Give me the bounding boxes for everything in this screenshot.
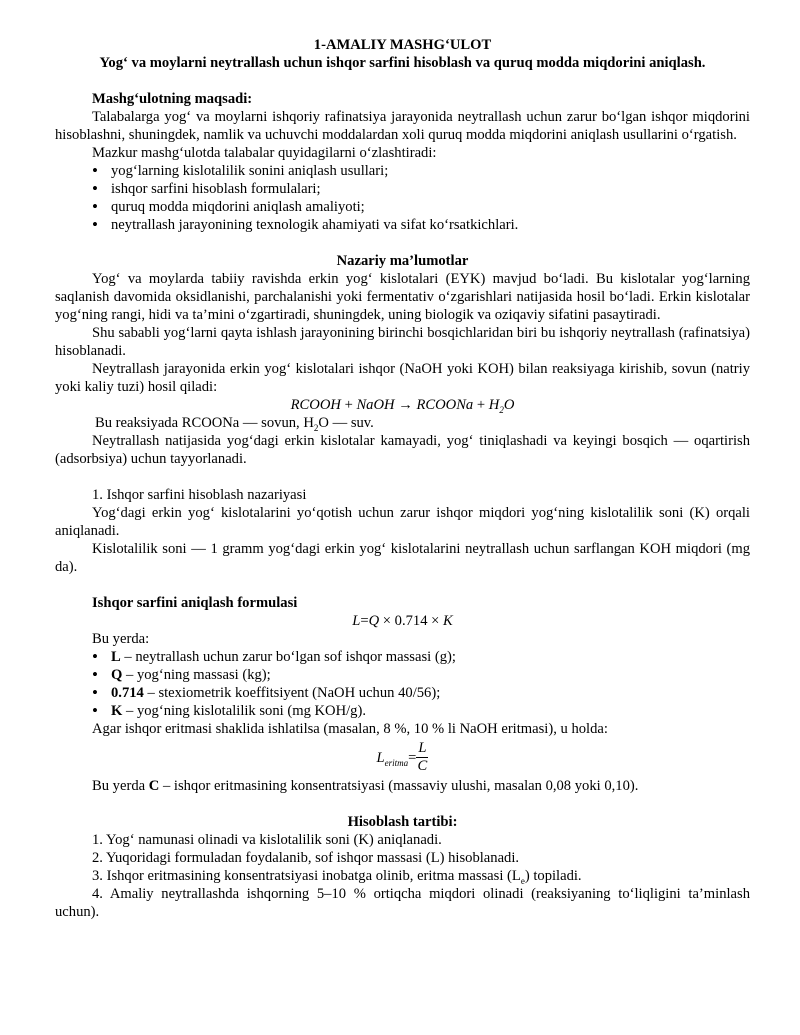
procedure-step: 4. Amaliy neytrallashda ishqorning 5–10 % ortiqcha miqdori olinadi (reaksiyaning to‘liqligini ta’minlash uchun). — [55, 886, 750, 920]
product-soap: RCOONa — [416, 397, 474, 413]
variable-list — [55, 648, 750, 720]
bullet-item: • ishqor sarfini hisoblash formulalari; — [92, 180, 750, 198]
spacer — [55, 795, 750, 813]
fraction: $\frac{L}{C}$ — [417, 740, 428, 774]
procedure-step: 1. Yog‘ namunasi olinadi va kislotalilik soni (K) aniqlanadi. — [92, 832, 442, 848]
spacer — [55, 468, 750, 486]
spacer — [55, 576, 750, 594]
theory-paragraph: Shu sababli yog‘larni qayta ishlash jarayonining birinchi bosqichlaridan biri bu ishqoriy neytrallash (rafinatsiya) hisoblanadi. — [55, 325, 750, 359]
reactant-base: NaOH — [356, 397, 395, 413]
bullet-item: • yog‘larning kislotalilik sonini aniqlash usullari; — [92, 162, 750, 180]
page-subtitle: Yog‘ va moylarni neytrallash uchun ishqor sarfini hisoblash va quruq modda miqdorini aniqlash. — [99, 55, 706, 71]
theory-paragraph: Neytrallash jarayonida erkin yog‘ kislotalari ishqor (NaOH yoki KOH) bilan reaksiyaga kirishib, sovun (natriy yoki kaliy tuzi) hosil qiladi: — [55, 361, 750, 395]
where-label: Bu yerda: — [92, 631, 150, 647]
procedure-heading: Hisoblash tartibi: — [347, 814, 458, 830]
procedure-step: 2. Yuqoridagi formuladan foydalanib, sof ishqor massasi (L) hisoblanadi. — [92, 850, 520, 866]
section-paragraph: Kislotalilik soni — 1 gramm yog‘dagi erkin yog‘ kislotalarini neytrallash uchun sarflangan KOH miqdori (mg da). — [55, 541, 750, 575]
goal-paragraph: Talabalarga yog‘ va moylarni ishqoriy rafinatsiya jarayonida neytrallash uchun zarur bo‘lgan ishqor miqdorini hisoblashni, shuningdek, namlik va uchuvchi moddalardan xoli quruq modda miqdorini aniqlash usullarini o‘rgatish. — [55, 109, 750, 143]
plus-sign: + — [344, 397, 353, 413]
reaction-note: Bu reaksiyada RCOONa — sovun, $H_2O$ — suv. — [95, 415, 374, 433]
reactant-acid: RCOOH — [290, 397, 341, 413]
goal-intro: Mazkur mashg‘ulotda talabalar quyidagilarni o‘zlashtiradi: — [92, 145, 437, 161]
theory-heading: Nazariy ma’lumotlar — [336, 253, 469, 269]
solution-formula: $L_{eritma}=$ $\frac{L}{C}$ — [376, 740, 428, 774]
section-heading: 1. Ishqor sarfini hisoblash nazariyasi — [92, 487, 307, 503]
reaction-arrow: → — [398, 397, 413, 413]
solution-note: Agar ishqor eritmasi shaklida ishlatilsa (masalan, 8 %, 10 % li NaOH eritmasi), u holda: — [92, 721, 608, 737]
goal-heading: Mashg‘ulotning maqsadi: — [92, 91, 253, 107]
bullet-item: • quruq modda miqdorini aniqlash amaliyoti; — [92, 198, 750, 216]
procedure-steps — [55, 831, 750, 921]
variable-item: • L – neytrallash uchun zarur bo‘lgan sof ishqor massasi (g); — [92, 648, 750, 666]
concentration-note: Bu yerda C – ishqor eritmasining konsentratsiyasi (massaviy ulushi, masalan 0,08 yoki 0,10). — [92, 778, 639, 794]
variable-item: • K – yog‘ning kislotalilik soni (mg KOH/g). — [92, 702, 750, 720]
product-water: $H_2O$ — [488, 397, 515, 415]
reaction-equation — [55, 396, 750, 414]
variable-item: • Q – yog‘ning massasi (kg); — [92, 666, 750, 684]
spacer — [55, 234, 750, 252]
plus-sign: + — [476, 397, 486, 413]
procedure-step: 3. Ishqor eritmasining konsentratsiyasi inobatga olinib, eritma massasi $(L_e)$ topiladi. — [92, 868, 582, 886]
section-paragraph: Yog‘dagi erkin yog‘ kislotalarini yo‘qotish uchun zarur ishqor miqdori yog‘ning kislotalilik soni (K) orqali aniqlanadi. — [55, 505, 750, 539]
spacer — [55, 72, 750, 90]
bullet-item: • neytrallash jarayonining texnologik ahamiyati va sifat ko‘rsatkichlari. — [92, 216, 750, 234]
variable-item: • 0.714 – stexiometrik koeffitsiyent (NaOH uchun 40/56); — [92, 684, 750, 702]
formula-heading: Ishqor sarfini aniqlash formulasi — [92, 595, 298, 611]
goal-bullet-list — [55, 162, 750, 234]
theory-paragraph: Neytrallash natijasida yog‘dagi erkin kislotalar kamayadi, yog‘ tiniqlashadi va keyingi bosqich — oqartirish (adsorbsiya) uchun tayyorlanadi. — [55, 433, 750, 467]
main-formula: L=Q × 0.714 × K — [352, 613, 453, 629]
theory-paragraph: Yog‘ va moylarda tabiiy ravishda erkin yog‘ kislotalari (EYK) mavjud bo‘ladi. Bu kislotalar yog‘larning saqlanish davomida oksidlanishi, parchalanishi yoki fermentativ o‘zgarishlari natijasida hosil bo‘ladi. Erkin kislotalar yog‘ning rangi, hidi va ta’mini o‘zgartiradi, shuningdek, uning biologik va oziqaviy sifatini pasaytiradi. — [55, 271, 750, 323]
page-title: 1-AMALIY MASHG‘ULOT — [313, 37, 492, 53]
